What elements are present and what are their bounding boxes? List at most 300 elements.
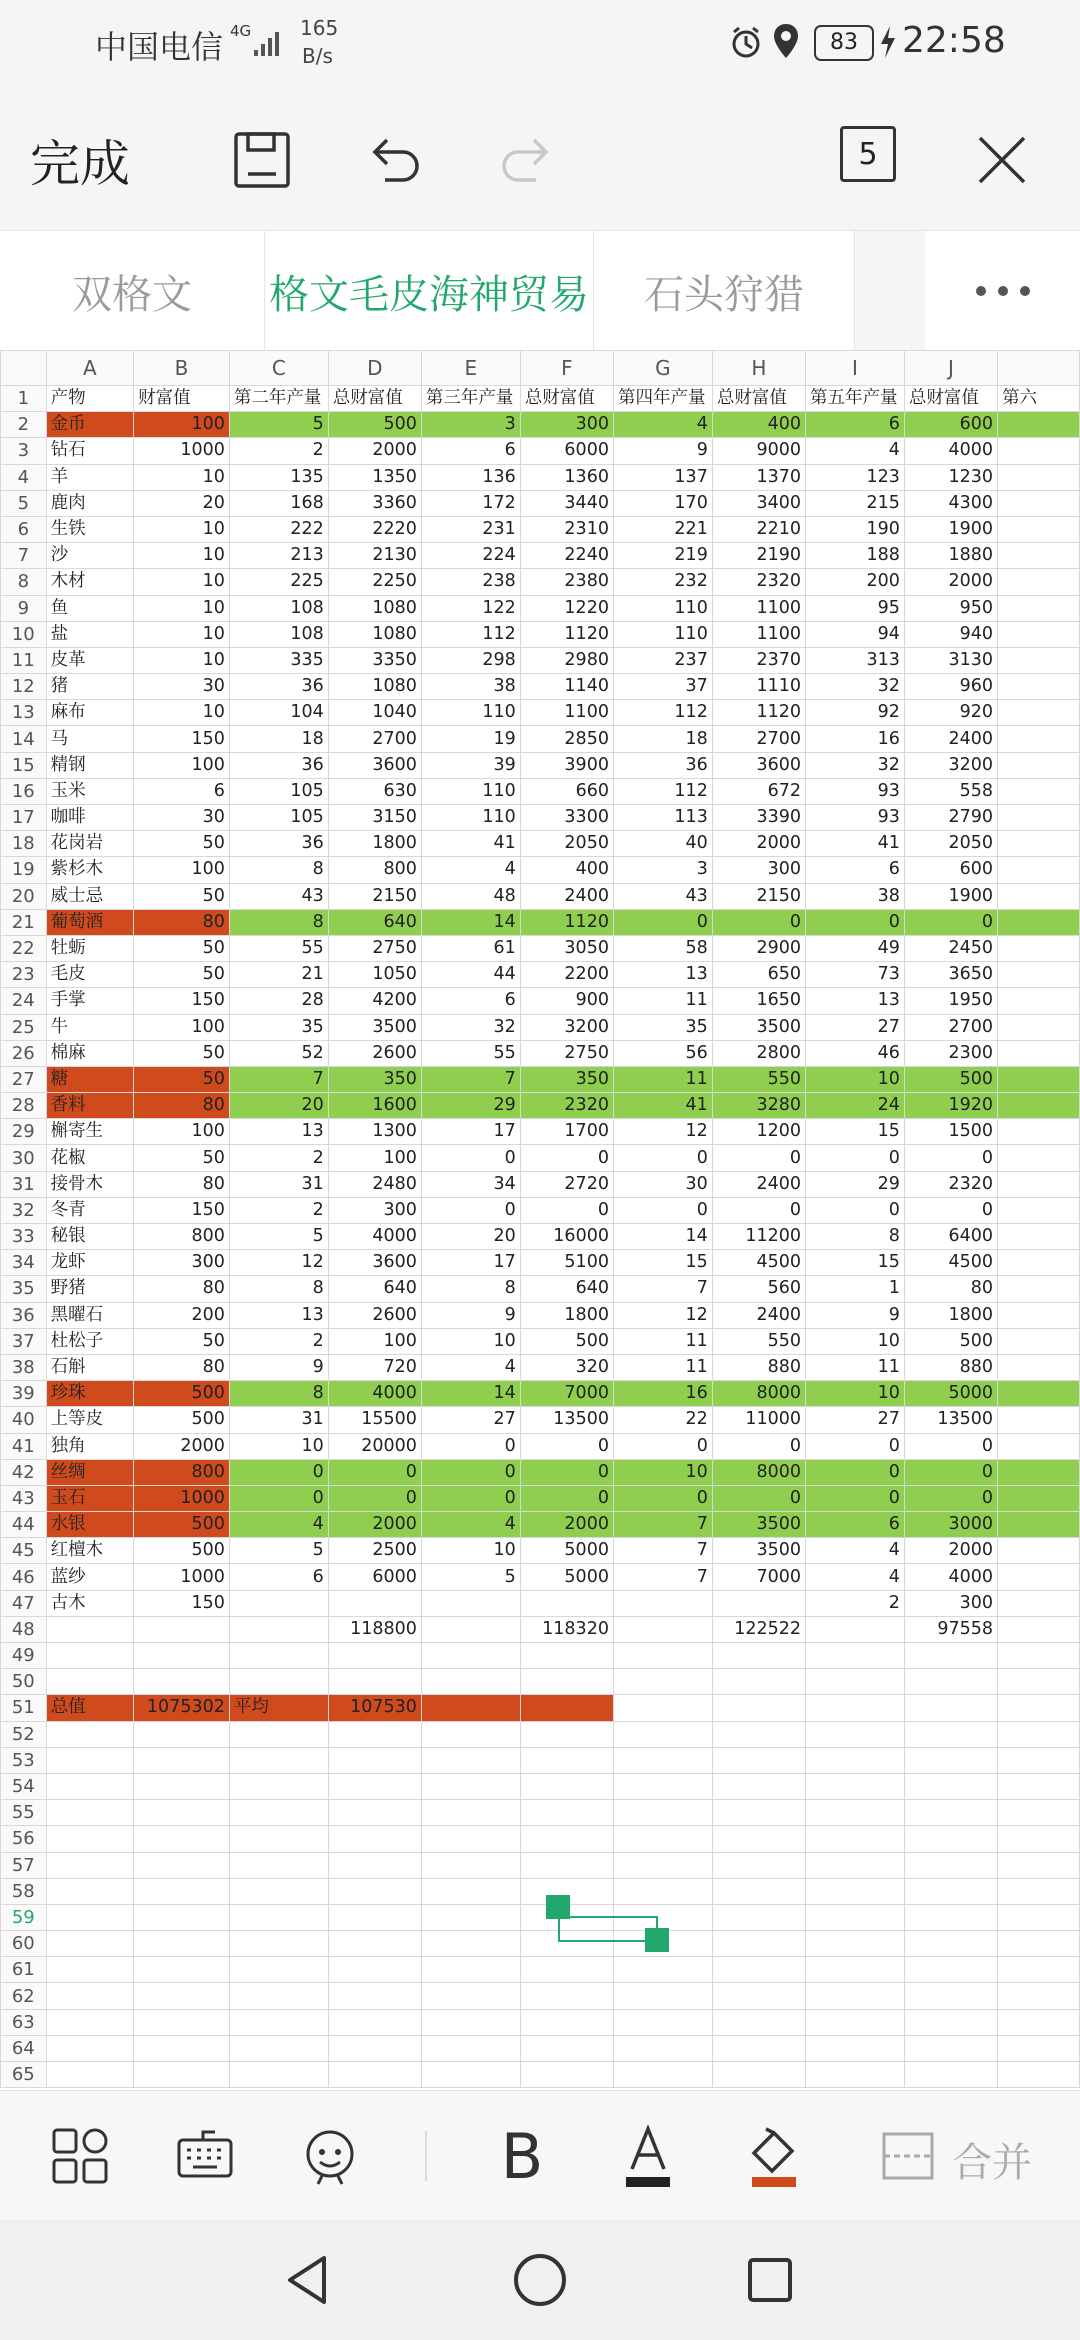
cell[interactable]: 36 xyxy=(613,752,712,778)
cell[interactable] xyxy=(229,2035,328,2061)
cell[interactable]: 112 xyxy=(613,700,712,726)
cell[interactable]: 7 xyxy=(613,1276,712,1302)
cell[interactable] xyxy=(328,1983,421,2009)
cell[interactable]: 10 xyxy=(134,700,230,726)
cell[interactable]: 3 xyxy=(613,857,712,883)
cell[interactable]: 2150 xyxy=(712,883,805,909)
cell[interactable]: 2 xyxy=(806,1590,905,1616)
cell[interactable] xyxy=(998,490,1080,516)
cell[interactable] xyxy=(998,909,1080,935)
cell[interactable] xyxy=(613,1878,712,1904)
cell[interactable]: 1800 xyxy=(328,831,421,857)
cell[interactable]: 花岗岩 xyxy=(46,831,134,857)
cell[interactable] xyxy=(712,1983,805,2009)
cell[interactable] xyxy=(46,1904,134,1930)
cell[interactable] xyxy=(998,1040,1080,1066)
cell[interactable]: 3150 xyxy=(328,805,421,831)
cell[interactable]: 2400 xyxy=(904,726,997,752)
cell[interactable]: 10 xyxy=(806,1381,905,1407)
cell[interactable]: 200 xyxy=(806,569,905,595)
cell[interactable] xyxy=(998,1485,1080,1511)
cell[interactable] xyxy=(998,647,1080,673)
cell[interactable]: 32 xyxy=(421,1014,520,1040)
cell[interactable] xyxy=(613,1852,712,1878)
cell[interactable]: 1140 xyxy=(520,674,613,700)
cell[interactable] xyxy=(134,1721,230,1747)
cell[interactable] xyxy=(998,1826,1080,1852)
cell[interactable]: 2320 xyxy=(520,1093,613,1119)
cell[interactable]: 107530 xyxy=(328,1695,421,1721)
cell[interactable]: 55 xyxy=(229,935,328,961)
cell[interactable]: 8 xyxy=(229,1276,328,1302)
cell[interactable] xyxy=(904,1826,997,1852)
row-header[interactable]: 10 xyxy=(1,621,47,647)
cell[interactable]: 58 xyxy=(613,935,712,961)
cell[interactable] xyxy=(46,1616,134,1642)
cell[interactable]: 10 xyxy=(134,647,230,673)
cell[interactable] xyxy=(998,726,1080,752)
cell[interactable]: 9 xyxy=(613,438,712,464)
cell[interactable] xyxy=(998,1145,1080,1171)
cell[interactable] xyxy=(712,1590,805,1616)
cell[interactable]: 玉米 xyxy=(46,778,134,804)
cell[interactable]: 0 xyxy=(712,1485,805,1511)
row-header[interactable]: 42 xyxy=(1,1459,47,1485)
row-header[interactable]: 17 xyxy=(1,805,47,831)
cell-selection-box[interactable] xyxy=(558,1916,658,1942)
cell[interactable]: 41 xyxy=(421,831,520,857)
cell[interactable]: 4300 xyxy=(904,490,997,516)
cell[interactable]: 0 xyxy=(613,1145,712,1171)
cell[interactable]: 花椒 xyxy=(46,1145,134,1171)
cell[interactable]: 2750 xyxy=(520,1040,613,1066)
cell[interactable]: 0 xyxy=(712,1145,805,1171)
cell[interactable]: 2220 xyxy=(328,516,421,542)
cell[interactable] xyxy=(613,2009,712,2035)
cell[interactable] xyxy=(520,1721,613,1747)
cell[interactable]: 毛皮 xyxy=(46,962,134,988)
cell[interactable] xyxy=(712,2035,805,2061)
cell[interactable]: 300 xyxy=(904,1590,997,1616)
cell[interactable]: 1080 xyxy=(328,674,421,700)
cell[interactable]: 12 xyxy=(613,1119,712,1145)
cell[interactable]: 2 xyxy=(229,438,328,464)
cell[interactable] xyxy=(134,1826,230,1852)
cell[interactable]: 10 xyxy=(806,1328,905,1354)
cell[interactable]: 玉石 xyxy=(46,1485,134,1511)
cell[interactable] xyxy=(46,1957,134,1983)
cell[interactable]: 马 xyxy=(46,726,134,752)
cell[interactable] xyxy=(712,1669,805,1695)
apps-button[interactable] xyxy=(40,2116,120,2196)
row-header[interactable]: 41 xyxy=(1,1433,47,1459)
cell[interactable]: 羊 xyxy=(46,464,134,490)
cell[interactable] xyxy=(904,2062,997,2088)
cell[interactable]: 13 xyxy=(229,1302,328,1328)
cell[interactable]: 93 xyxy=(806,778,905,804)
row-header[interactable]: 62 xyxy=(1,1983,47,2009)
cell[interactable]: 2750 xyxy=(328,935,421,961)
cell[interactable]: 0 xyxy=(229,1485,328,1511)
cell[interactable]: 92 xyxy=(806,700,905,726)
cell[interactable]: 0 xyxy=(421,1485,520,1511)
cell[interactable] xyxy=(712,1931,805,1957)
cell[interactable]: 1110 xyxy=(712,674,805,700)
cell[interactable]: 73 xyxy=(806,962,905,988)
cell[interactable]: 总财富值 xyxy=(712,386,805,412)
cell[interactable]: 2370 xyxy=(712,647,805,673)
cell[interactable]: 2320 xyxy=(904,1171,997,1197)
cell[interactable] xyxy=(613,1826,712,1852)
cell[interactable]: 红檀木 xyxy=(46,1538,134,1564)
cell[interactable]: 0 xyxy=(806,909,905,935)
cell[interactable] xyxy=(134,1747,230,1773)
cell[interactable]: 14 xyxy=(613,1224,712,1250)
cell[interactable] xyxy=(806,1852,905,1878)
cell[interactable]: 500 xyxy=(520,1328,613,1354)
cell[interactable]: 350 xyxy=(520,1066,613,1092)
assistant-button[interactable] xyxy=(290,2116,370,2196)
cell[interactable] xyxy=(904,1878,997,1904)
cell[interactable]: 6400 xyxy=(904,1224,997,1250)
cell[interactable]: 产物 xyxy=(46,386,134,412)
cell[interactable]: 500 xyxy=(134,1538,230,1564)
row-header[interactable]: 21 xyxy=(1,909,47,935)
cell[interactable] xyxy=(998,1616,1080,1642)
cell[interactable] xyxy=(998,438,1080,464)
cell[interactable] xyxy=(421,1669,520,1695)
cell[interactable]: 0 xyxy=(904,909,997,935)
cell[interactable]: 108 xyxy=(229,595,328,621)
cell[interactable]: 0 xyxy=(421,1459,520,1485)
cell[interactable] xyxy=(998,412,1080,438)
cell[interactable]: 威士忌 xyxy=(46,883,134,909)
cell[interactable]: 紫杉木 xyxy=(46,857,134,883)
cell[interactable]: 0 xyxy=(613,909,712,935)
cell[interactable]: 总财富值 xyxy=(328,386,421,412)
cell[interactable]: 3360 xyxy=(328,490,421,516)
cell[interactable]: 27 xyxy=(421,1407,520,1433)
cell[interactable]: 150 xyxy=(134,1197,230,1223)
cell[interactable] xyxy=(229,1773,328,1799)
cell[interactable]: 1300 xyxy=(328,1119,421,1145)
cell[interactable]: 野猪 xyxy=(46,1276,134,1302)
cell[interactable]: 500 xyxy=(134,1407,230,1433)
cell[interactable]: 秘银 xyxy=(46,1224,134,1250)
cell[interactable]: 3600 xyxy=(328,752,421,778)
cell[interactable]: 7 xyxy=(613,1538,712,1564)
cell[interactable] xyxy=(328,1931,421,1957)
cell[interactable]: 1920 xyxy=(904,1093,997,1119)
cell[interactable] xyxy=(421,1904,520,1930)
cell[interactable]: 2700 xyxy=(328,726,421,752)
cell[interactable]: 80 xyxy=(134,909,230,935)
cell[interactable] xyxy=(998,1904,1080,1930)
cell[interactable]: 总财富值 xyxy=(904,386,997,412)
cell[interactable] xyxy=(134,1904,230,1930)
cell[interactable] xyxy=(46,1643,134,1669)
cell[interactable] xyxy=(520,1695,613,1721)
cell[interactable] xyxy=(998,516,1080,542)
cell[interactable]: 2130 xyxy=(328,543,421,569)
cell[interactable] xyxy=(806,1904,905,1930)
cell[interactable]: 2000 xyxy=(328,1512,421,1538)
cell[interactable]: 1040 xyxy=(328,700,421,726)
cell[interactable]: 3500 xyxy=(712,1538,805,1564)
cell[interactable]: 43 xyxy=(229,883,328,909)
cell[interactable]: 720 xyxy=(328,1354,421,1380)
cell[interactable]: 2000 xyxy=(904,1538,997,1564)
cell[interactable] xyxy=(712,1643,805,1669)
cell[interactable] xyxy=(520,1983,613,2009)
cell[interactable]: 鹿肉 xyxy=(46,490,134,516)
cell[interactable]: 1230 xyxy=(904,464,997,490)
cell[interactable] xyxy=(46,1747,134,1773)
cell[interactable]: 0 xyxy=(806,1485,905,1511)
cell[interactable]: 30 xyxy=(613,1171,712,1197)
cell[interactable] xyxy=(806,1747,905,1773)
back-nav-button[interactable] xyxy=(248,2220,368,2340)
cell[interactable]: 10 xyxy=(134,569,230,595)
cell[interactable]: 36 xyxy=(229,674,328,700)
cell[interactable] xyxy=(998,1066,1080,1092)
row-header[interactable]: 6 xyxy=(1,516,47,542)
cell[interactable]: 15 xyxy=(806,1250,905,1276)
cell[interactable]: 0 xyxy=(712,1197,805,1223)
cell[interactable] xyxy=(998,1983,1080,2009)
cell[interactable] xyxy=(806,1983,905,2009)
column-header[interactable]: D xyxy=(328,351,421,386)
cell[interactable] xyxy=(520,1826,613,1852)
cell[interactable]: 6 xyxy=(134,778,230,804)
cell[interactable] xyxy=(229,1878,328,1904)
cell[interactable] xyxy=(806,1826,905,1852)
cell[interactable]: 1100 xyxy=(712,595,805,621)
cell[interactable]: 105 xyxy=(229,805,328,831)
cell[interactable]: 35 xyxy=(229,1014,328,1040)
cell[interactable]: 1120 xyxy=(712,700,805,726)
cell[interactable]: 9000 xyxy=(712,438,805,464)
cell[interactable]: 3280 xyxy=(712,1093,805,1119)
row-header[interactable]: 4 xyxy=(1,464,47,490)
cell[interactable] xyxy=(46,2035,134,2061)
cell[interactable] xyxy=(998,1512,1080,1538)
cell[interactable]: 2200 xyxy=(520,962,613,988)
cell[interactable]: 4 xyxy=(613,412,712,438)
row-header[interactable]: 60 xyxy=(1,1931,47,1957)
cell[interactable]: 500 xyxy=(134,1512,230,1538)
cell[interactable] xyxy=(904,1695,997,1721)
spreadsheet-grid[interactable] xyxy=(0,350,1080,2090)
cell[interactable]: 1000 xyxy=(134,438,230,464)
cell[interactable]: 17 xyxy=(421,1119,520,1145)
cell[interactable] xyxy=(328,1747,421,1773)
row-header[interactable]: 65 xyxy=(1,2062,47,2088)
cell[interactable] xyxy=(998,1171,1080,1197)
cell[interactable]: 300 xyxy=(134,1250,230,1276)
column-header[interactable]: F xyxy=(520,351,613,386)
cell[interactable]: 600 xyxy=(904,412,997,438)
cell[interactable]: 122522 xyxy=(712,1616,805,1642)
cell[interactable]: 880 xyxy=(904,1354,997,1380)
cell[interactable]: 29 xyxy=(806,1171,905,1197)
cell[interactable]: 3500 xyxy=(712,1014,805,1040)
cell[interactable]: 8 xyxy=(229,857,328,883)
cell[interactable]: 2700 xyxy=(712,726,805,752)
cell[interactable]: 黑曜石 xyxy=(46,1302,134,1328)
cell[interactable]: 800 xyxy=(134,1224,230,1250)
cell[interactable] xyxy=(806,2009,905,2035)
cell[interactable]: 1350 xyxy=(328,464,421,490)
cell[interactable] xyxy=(421,1852,520,1878)
cell[interactable]: 0 xyxy=(712,1433,805,1459)
cell[interactable] xyxy=(904,1957,997,1983)
cell[interactable] xyxy=(904,1904,997,1930)
font-color-button[interactable] xyxy=(608,2116,688,2196)
cell[interactable]: 14 xyxy=(421,1381,520,1407)
cell[interactable]: 葡萄酒 xyxy=(46,909,134,935)
cell[interactable]: 2980 xyxy=(520,647,613,673)
cell[interactable]: 31 xyxy=(229,1407,328,1433)
cell[interactable]: 6000 xyxy=(328,1564,421,1590)
cell[interactable]: 3440 xyxy=(520,490,613,516)
cell[interactable]: 3400 xyxy=(712,490,805,516)
cell[interactable]: 21 xyxy=(229,962,328,988)
cell[interactable]: 6 xyxy=(806,412,905,438)
cell[interactable]: 39 xyxy=(421,752,520,778)
row-header[interactable]: 22 xyxy=(1,935,47,961)
cell[interactable]: 36 xyxy=(229,831,328,857)
cell[interactable]: 100 xyxy=(134,1014,230,1040)
cell[interactable]: 10 xyxy=(134,595,230,621)
row-header[interactable]: 9 xyxy=(1,595,47,621)
cell[interactable]: 5000 xyxy=(520,1564,613,1590)
cell[interactable]: 沙 xyxy=(46,543,134,569)
cell[interactable]: 215 xyxy=(806,490,905,516)
cell[interactable]: 49 xyxy=(806,935,905,961)
cell[interactable] xyxy=(998,1747,1080,1773)
cell[interactable]: 8000 xyxy=(712,1459,805,1485)
cell[interactable]: 4500 xyxy=(904,1250,997,1276)
row-header[interactable]: 48 xyxy=(1,1616,47,1642)
row-header[interactable]: 56 xyxy=(1,1826,47,1852)
cell[interactable] xyxy=(229,1931,328,1957)
cell[interactable]: 110 xyxy=(613,595,712,621)
row-header[interactable]: 23 xyxy=(1,962,47,988)
row-header[interactable]: 43 xyxy=(1,1485,47,1511)
cell[interactable]: 100 xyxy=(134,412,230,438)
cell[interactable] xyxy=(613,1669,712,1695)
cell[interactable]: 1800 xyxy=(520,1302,613,1328)
cell[interactable]: 960 xyxy=(904,674,997,700)
cell[interactable]: 150 xyxy=(134,988,230,1014)
cell[interactable]: 13 xyxy=(613,962,712,988)
cell[interactable]: 4200 xyxy=(328,988,421,1014)
cell[interactable] xyxy=(904,2009,997,2035)
cell[interactable]: 50 xyxy=(134,1145,230,1171)
cell[interactable]: 34 xyxy=(421,1171,520,1197)
cell[interactable]: 7 xyxy=(421,1066,520,1092)
cell[interactable] xyxy=(613,1590,712,1616)
cell[interactable]: 950 xyxy=(904,595,997,621)
cell[interactable]: 170 xyxy=(613,490,712,516)
cell[interactable]: 0 xyxy=(328,1459,421,1485)
cell[interactable] xyxy=(328,1590,421,1616)
cell[interactable]: 32 xyxy=(806,752,905,778)
cell[interactable]: 2190 xyxy=(712,543,805,569)
column-header[interactable] xyxy=(998,351,1080,386)
cell[interactable]: 0 xyxy=(806,1433,905,1459)
cell[interactable]: 3130 xyxy=(904,647,997,673)
row-header[interactable]: 3 xyxy=(1,438,47,464)
cell[interactable]: 4500 xyxy=(712,1250,805,1276)
cell[interactable] xyxy=(134,1800,230,1826)
cell[interactable]: 10 xyxy=(229,1433,328,1459)
row-header[interactable]: 52 xyxy=(1,1721,47,1747)
save-button[interactable] xyxy=(222,120,302,200)
cell[interactable]: 2720 xyxy=(520,1171,613,1197)
cell[interactable] xyxy=(998,1957,1080,1983)
row-header[interactable]: 64 xyxy=(1,2035,47,2061)
cell[interactable]: 牡蛎 xyxy=(46,935,134,961)
cell[interactable]: 8 xyxy=(421,1276,520,1302)
row-header[interactable]: 33 xyxy=(1,1224,47,1250)
cell[interactable]: 1075302 xyxy=(134,1695,230,1721)
cell[interactable]: 5 xyxy=(229,1538,328,1564)
cell[interactable]: 平均 xyxy=(229,1695,328,1721)
cell[interactable]: 313 xyxy=(806,647,905,673)
cell[interactable] xyxy=(998,621,1080,647)
cell[interactable] xyxy=(421,1747,520,1773)
cell[interactable]: 335 xyxy=(229,647,328,673)
cell[interactable]: 2250 xyxy=(328,569,421,595)
cell[interactable]: 0 xyxy=(520,1485,613,1511)
cell[interactable] xyxy=(229,1643,328,1669)
cell[interactable]: 1650 xyxy=(712,988,805,1014)
column-header[interactable]: E xyxy=(421,351,520,386)
cell[interactable]: 320 xyxy=(520,1354,613,1380)
cell[interactable]: 古木 xyxy=(46,1590,134,1616)
cell[interactable] xyxy=(421,2062,520,2088)
column-header[interactable]: G xyxy=(613,351,712,386)
cell[interactable]: 第五年产量 xyxy=(806,386,905,412)
cell[interactable]: 2240 xyxy=(520,543,613,569)
cell[interactable]: 15 xyxy=(806,1119,905,1145)
row-header[interactable]: 63 xyxy=(1,2009,47,2035)
cell[interactable]: 112 xyxy=(613,778,712,804)
cell[interactable]: 219 xyxy=(613,543,712,569)
cell[interactable]: 6 xyxy=(421,438,520,464)
cell[interactable] xyxy=(229,1904,328,1930)
cell[interactable]: 手掌 xyxy=(46,988,134,1014)
cell[interactable]: 172 xyxy=(421,490,520,516)
cell[interactable]: 14 xyxy=(421,909,520,935)
done-button[interactable]: 完成 xyxy=(30,135,130,193)
cell[interactable]: 接骨木 xyxy=(46,1171,134,1197)
cell[interactable]: 水银 xyxy=(46,1512,134,1538)
cell[interactable] xyxy=(328,1721,421,1747)
cell[interactable]: 2800 xyxy=(712,1040,805,1066)
cell[interactable] xyxy=(229,1957,328,1983)
cell[interactable] xyxy=(328,1852,421,1878)
cell[interactable]: 238 xyxy=(421,569,520,595)
cell[interactable] xyxy=(806,1773,905,1799)
close-button[interactable] xyxy=(962,120,1042,200)
cell[interactable] xyxy=(998,1564,1080,1590)
cell[interactable]: 920 xyxy=(904,700,997,726)
cell[interactable] xyxy=(46,1878,134,1904)
cell[interactable]: 11 xyxy=(613,1066,712,1092)
